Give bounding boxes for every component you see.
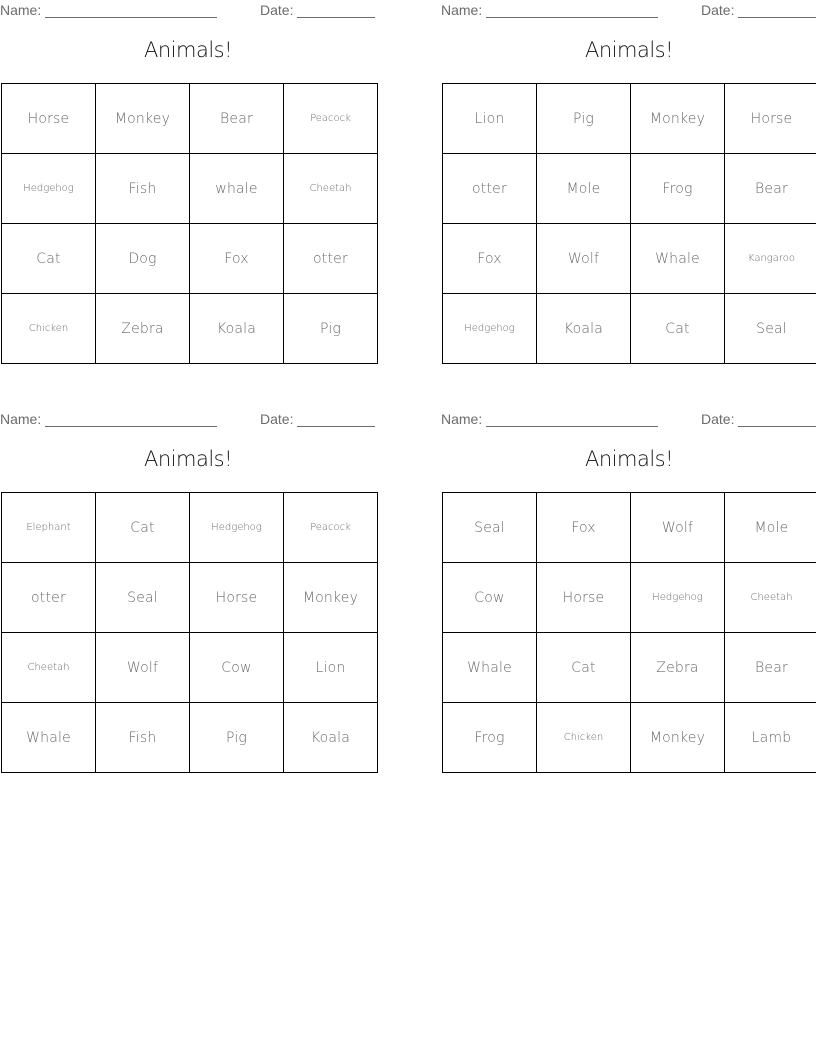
grid-cell: Lion <box>443 84 537 154</box>
grid-cell: Peacock <box>284 84 378 154</box>
grid-cell: Bear <box>725 633 816 703</box>
grid-cell: Hedgehog <box>443 294 537 364</box>
grid-cell: Cheetah <box>725 563 816 633</box>
grid-cell: Fish <box>96 703 190 773</box>
bingo-grid <box>442 492 816 773</box>
grid-cell: Elephant <box>2 493 96 563</box>
grid-cell: Cow <box>190 633 284 703</box>
grid-cell: Cat <box>537 633 631 703</box>
name-label: Name: <box>0 411 42 427</box>
bingo-grid <box>1 492 378 773</box>
card-header <box>0 2 376 20</box>
grid-cell: Bear <box>725 154 816 224</box>
card-title: Animals! <box>143 38 233 62</box>
grid-cell: Peacock <box>284 493 378 563</box>
card-title: Animals! <box>143 447 233 471</box>
grid-row <box>443 154 816 224</box>
grid-row <box>443 703 816 773</box>
grid-cell: Monkey <box>284 563 378 633</box>
card-header <box>441 2 816 20</box>
grid-cell: Lion <box>284 633 378 703</box>
name-field-line[interactable] <box>486 426 658 427</box>
grid-row <box>2 703 378 773</box>
grid-cell: Wolf <box>537 224 631 294</box>
grid-row <box>2 84 378 154</box>
grid-cell: Whale <box>2 703 96 773</box>
grid-cell: Cat <box>631 294 725 364</box>
grid-row <box>2 224 378 294</box>
grid-cell: Fox <box>190 224 284 294</box>
grid-cell: Dog <box>96 224 190 294</box>
date-field-line[interactable] <box>297 426 375 427</box>
date-label: Date: <box>701 411 735 427</box>
grid-cell: otter <box>443 154 537 224</box>
grid-cell: Chicken <box>537 703 631 773</box>
grid-cell: Cat <box>96 493 190 563</box>
bingo-grid <box>442 83 816 364</box>
card-title: Animals! <box>584 447 674 471</box>
grid-cell: Monkey <box>96 84 190 154</box>
grid-cell: Cheetah <box>2 633 96 703</box>
grid-cell: Zebra <box>631 633 725 703</box>
grid-cell: Horse <box>537 563 631 633</box>
bingo-grid <box>1 83 378 364</box>
card-title: Animals! <box>584 38 674 62</box>
grid-cell: Seal <box>725 294 816 364</box>
grid-cell: Fish <box>96 154 190 224</box>
name-label: Name: <box>0 2 42 18</box>
grid-row <box>2 154 378 224</box>
name-label: Name: <box>441 2 483 18</box>
grid-cell: Fox <box>443 224 537 294</box>
grid-cell: otter <box>2 563 96 633</box>
grid-cell: whale <box>190 154 284 224</box>
grid-cell: Mole <box>537 154 631 224</box>
grid-cell: Hedgehog <box>631 563 725 633</box>
grid-row <box>2 633 378 703</box>
grid-cell: Chicken <box>2 294 96 364</box>
name-label: Name: <box>441 411 483 427</box>
grid-cell: Zebra <box>96 294 190 364</box>
date-label: Date: <box>260 2 294 18</box>
grid-cell: Whale <box>631 224 725 294</box>
grid-cell: Pig <box>190 703 284 773</box>
name-field-line[interactable] <box>45 17 217 18</box>
name-field-line[interactable] <box>486 17 658 18</box>
grid-cell: Monkey <box>631 703 725 773</box>
grid-cell: Seal <box>443 493 537 563</box>
grid-row <box>2 563 378 633</box>
grid-cell: Whale <box>443 633 537 703</box>
grid-cell: otter <box>284 224 378 294</box>
date-label: Date: <box>701 2 735 18</box>
grid-cell: Horse <box>2 84 96 154</box>
grid-row <box>443 224 816 294</box>
grid-cell: Hedgehog <box>2 154 96 224</box>
grid-cell: Wolf <box>96 633 190 703</box>
grid-cell: Pig <box>537 84 631 154</box>
grid-cell: Lamb <box>725 703 816 773</box>
grid-cell: Koala <box>284 703 378 773</box>
name-field-line[interactable] <box>45 426 217 427</box>
grid-cell: Cow <box>443 563 537 633</box>
grid-cell: Koala <box>537 294 631 364</box>
card-header <box>0 411 376 429</box>
grid-cell: Frog <box>631 154 725 224</box>
grid-cell: Fox <box>537 493 631 563</box>
date-field-line[interactable] <box>738 426 816 427</box>
date-label: Date: <box>260 411 294 427</box>
grid-row <box>443 633 816 703</box>
grid-cell: Horse <box>190 563 284 633</box>
date-field-line[interactable] <box>738 17 816 18</box>
grid-cell: Hedgehog <box>190 493 284 563</box>
grid-row <box>2 294 378 364</box>
grid-cell: Kangaroo <box>725 224 816 294</box>
grid-cell: Frog <box>443 703 537 773</box>
grid-row <box>2 493 378 563</box>
grid-cell: Pig <box>284 294 378 364</box>
card-header <box>441 411 816 429</box>
grid-cell: Cheetah <box>284 154 378 224</box>
grid-row <box>443 294 816 364</box>
grid-cell: Bear <box>190 84 284 154</box>
grid-cell: Seal <box>96 563 190 633</box>
grid-cell: Cat <box>2 224 96 294</box>
grid-cell: Monkey <box>631 84 725 154</box>
grid-cell: Horse <box>725 84 816 154</box>
date-field-line[interactable] <box>297 17 375 18</box>
grid-row <box>443 563 816 633</box>
grid-row <box>443 493 816 563</box>
grid-cell: Mole <box>725 493 816 563</box>
grid-cell: Koala <box>190 294 284 364</box>
grid-row <box>443 84 816 154</box>
grid-cell: Wolf <box>631 493 725 563</box>
